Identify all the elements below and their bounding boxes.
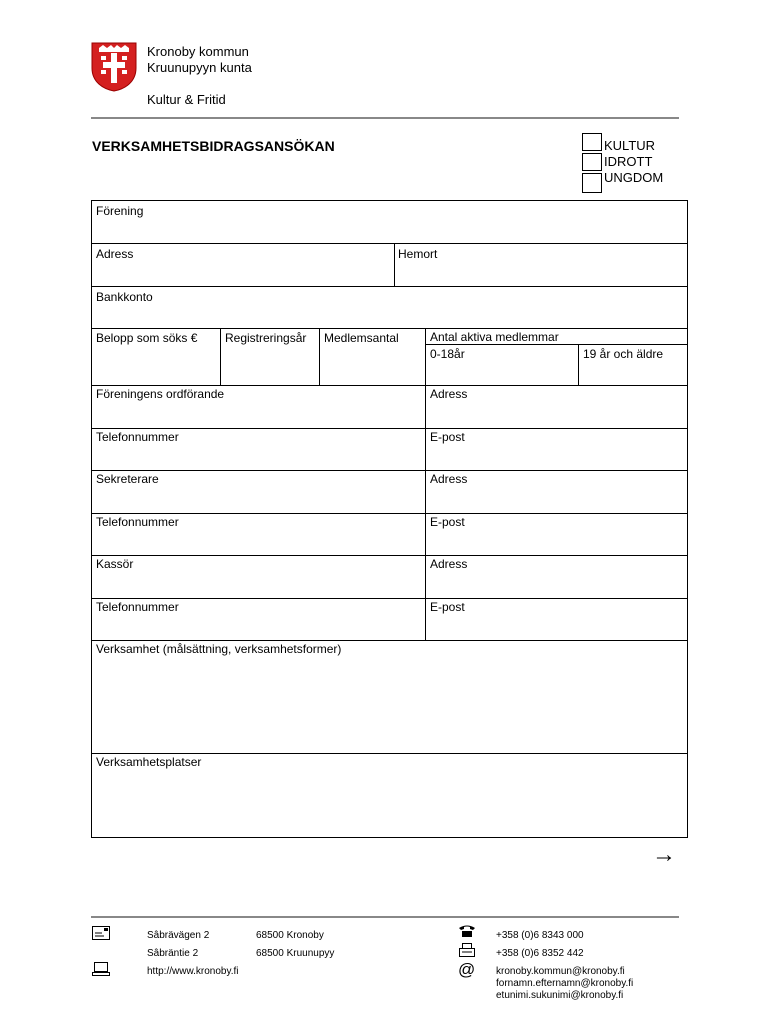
- checkbox-ungdom[interactable]: [582, 173, 602, 193]
- epost1-label: E-post: [430, 430, 465, 444]
- application-form: [91, 200, 688, 838]
- kassor-adress-field[interactable]: [426, 556, 687, 598]
- next-page-arrow-icon: →: [652, 841, 676, 868]
- coat-of-arms-logo: [91, 42, 137, 92]
- sekreterare-adress-field[interactable]: [426, 471, 687, 513]
- postal-sv: 68500 Kronoby: [256, 930, 324, 941]
- ordforande-adress-label: Adress: [430, 387, 468, 401]
- verksamhetsplatser-label: Verksamhetsplatser: [96, 755, 202, 769]
- epost1-field[interactable]: [426, 429, 687, 470]
- epost3-field[interactable]: [426, 599, 687, 640]
- registreringsar-field[interactable]: [221, 329, 319, 385]
- registreringsar-label: Registreringsår: [225, 331, 307, 345]
- postal-fi: 68500 Kruunupyy: [256, 948, 335, 959]
- kassor-field[interactable]: [92, 556, 425, 598]
- bankkonto-field[interactable]: [92, 287, 687, 328]
- epost3-label: E-post: [430, 600, 465, 614]
- telefon1-field[interactable]: [92, 429, 425, 470]
- telefon2-field[interactable]: [92, 514, 425, 555]
- category-idrott-label: IDROTT: [604, 154, 653, 169]
- header-divider: [91, 117, 679, 119]
- address-fi: Sâbräntie 2: [147, 948, 199, 959]
- checkbox-kultur[interactable]: [582, 133, 602, 151]
- verksamhetsplatser-field[interactable]: [92, 754, 687, 837]
- fax-number: +358 (0)6 8352 442: [496, 948, 584, 959]
- email-at-icon: @: [458, 960, 476, 979]
- org-name-fi: Kruunupyyn kunta: [147, 60, 252, 75]
- website-link[interactable]: http://www.kronoby.fi: [147, 966, 239, 977]
- verksamhet-field[interactable]: [92, 641, 687, 753]
- hemort-label: Hemort: [398, 247, 438, 261]
- telefon3-label: Telefonnummer: [96, 600, 179, 614]
- email-kommun[interactable]: kronoby.kommun@kronoby.fi: [496, 966, 625, 977]
- age-19-field[interactable]: [579, 345, 687, 385]
- ordforande-adress-field[interactable]: [426, 386, 687, 428]
- telefon1-label: Telefonnummer: [96, 430, 179, 444]
- category-kultur-label: KULTUR: [604, 138, 656, 153]
- email-pattern-sv[interactable]: fornamn.efternamn@kronoby.fi: [496, 978, 634, 989]
- org-name-sv: Kronoby kommun: [147, 44, 249, 59]
- belopp-field[interactable]: [92, 329, 220, 385]
- age-0-18-field[interactable]: [426, 345, 578, 385]
- verksamhet-label: Verksamhet (målsättning, verksamhetsformer): [96, 642, 342, 656]
- medlemsantal-label: Medlemsantal: [324, 331, 399, 345]
- telefon3-field[interactable]: [92, 599, 425, 640]
- forening-field[interactable]: [92, 201, 687, 243]
- phone-icon: [458, 924, 476, 942]
- kassor-adress-label: Adress: [430, 557, 468, 571]
- sekreterare-adress-label: Adress: [430, 472, 468, 486]
- form-title: VERKSAMHETSBIDRAGSANSÖKAN: [92, 138, 335, 154]
- ordforande-label: Föreningens ordförande: [96, 387, 225, 401]
- computer-icon: [92, 962, 110, 980]
- kassor-label: Kassör: [96, 557, 134, 571]
- letter-icon: [92, 926, 110, 944]
- adress-field[interactable]: [92, 244, 394, 286]
- category-ungdom-label: UNGDOM: [604, 170, 664, 185]
- epost2-label: E-post: [430, 515, 465, 529]
- phone-number: +358 (0)6 8343 000: [496, 930, 584, 941]
- email-pattern-fi[interactable]: etunimi.sukunimi@kronoby.fi: [496, 990, 624, 1001]
- checkbox-idrott[interactable]: [582, 153, 602, 171]
- sekreterare-field[interactable]: [92, 471, 425, 513]
- forening-label: Förening: [96, 204, 144, 218]
- antal-aktiva-label: Antal aktiva medlemmar: [430, 330, 559, 344]
- age-0-18-label: 0-18år: [430, 347, 465, 361]
- footer-divider: [91, 916, 679, 918]
- bankkonto-label: Bankkonto: [96, 290, 153, 304]
- address-sv: Sâbrävägen 2: [147, 930, 210, 941]
- belopp-label: Belopp som söks €: [96, 331, 198, 345]
- department-name: Kultur & Fritid: [147, 92, 226, 107]
- sekreterare-label: Sekreterare: [96, 472, 159, 486]
- age-19-label: 19 år och äldre: [583, 347, 664, 361]
- ordforande-field[interactable]: [92, 386, 425, 428]
- hemort-field[interactable]: [395, 244, 687, 286]
- adress-label: Adress: [96, 247, 134, 261]
- telefon2-label: Telefonnummer: [96, 515, 179, 529]
- epost2-field[interactable]: [426, 514, 687, 555]
- medlemsantal-field[interactable]: [320, 329, 425, 385]
- fax-icon: [458, 943, 476, 961]
